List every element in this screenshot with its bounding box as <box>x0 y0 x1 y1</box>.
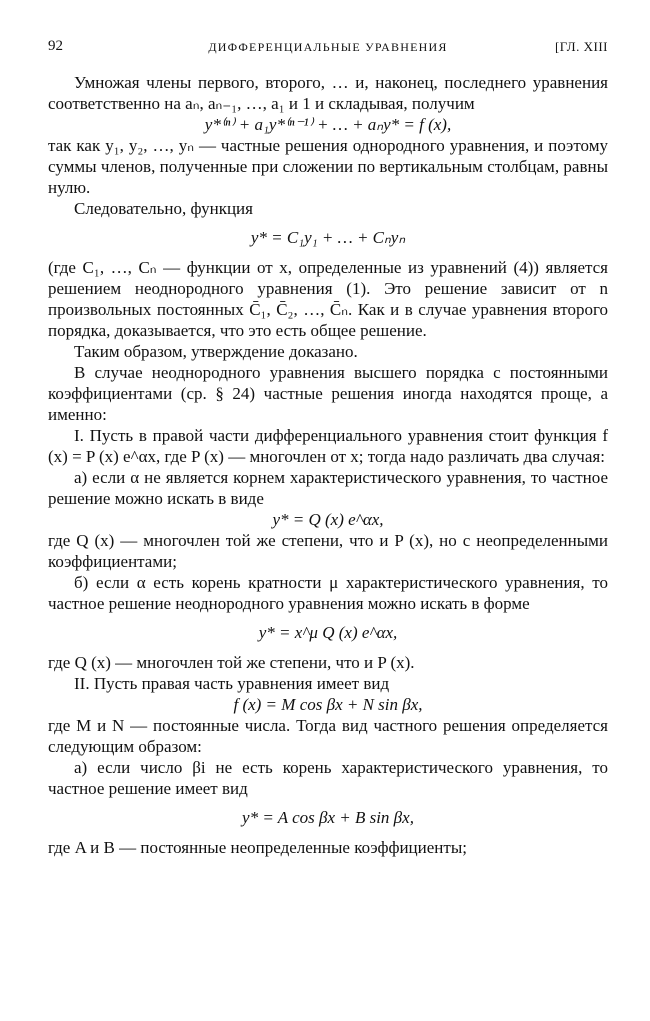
paragraph: где Q (x) — многочлен той же степени, что и P (x), но с неопределенными коэффициентами; <box>48 531 608 571</box>
paragraph: так как y₁, y₂, …, yₙ — частные решения однородного уравнения, и поэтому суммы членов, полученные при сложении по вертикальным столбцам, равны нулю. <box>48 136 608 197</box>
running-title: ДИФФЕРЕНЦИАЛЬНЫЕ УРАВНЕНИЯ <box>208 40 448 54</box>
page-number: 92 <box>48 38 63 54</box>
paragraph: где A и B — постоянные неопределенные коэффициенты; <box>48 838 467 857</box>
paragraph: (где C₁, …, Cₙ — функции от x, определенные из уравнений (4)) является решением неоднородного уравнения (1). Это решение зависит от n произвольных постоянных C̄₁, C̄₂, …, C̄ₙ. Как и в случае уравнения второго порядка, доказывается, что это есть общее решение. <box>48 258 608 340</box>
chapter-label: [ГЛ. XIII <box>554 39 608 54</box>
paragraph: Следовательно, функция <box>74 199 253 218</box>
paragraph: II. Пусть правая часть уравнения имеет вид <box>74 674 390 693</box>
formula: f (x) = M cos βx + N sin βx, <box>233 695 423 714</box>
paragraph: Таким образом, утверждение доказано. <box>74 342 358 361</box>
paragraph: а) если число βi не есть корень характеристического уравнения, то частное решение имеет вид <box>48 758 608 798</box>
paragraph: б) если α есть корень кратности μ характеристического уравнения, то частное решение неоднородного уравнения можно искать в форме <box>48 573 608 613</box>
paragraph: I. Пусть в правой части дифференциального уравнения стоит функция f (x) = P (x) e^αx, где P (x) — многочлен от x; тогда надо различать два случая: <box>48 426 608 466</box>
page-body <box>48 72 608 858</box>
paragraph: В случае неоднородного уравнения высшего порядка с постоянными коэффициентами (ср. § 24) частные решения иногда находятся проще, а именно: <box>48 363 608 424</box>
formula: y* = A cos βx + B sin βx, <box>242 808 414 827</box>
paragraph: а) если α не является корнем характеристического уравнения, то частное решение можно искать в виде <box>48 468 608 508</box>
formula: y*⁽ⁿ⁾ + a₁y*⁽ⁿ⁻¹⁾ + … + aₙy* = f (x), <box>204 115 452 134</box>
formula: y* = x^μ Q (x) e^αx, <box>258 623 398 642</box>
formula: y* = C₁y₁ + … + Cₙyₙ <box>250 228 406 247</box>
running-header <box>48 38 608 58</box>
paragraph: где M и N — постоянные числа. Тогда вид частного решения определяется следующим образом: <box>48 716 608 756</box>
formula: y* = Q (x) e^αx, <box>272 510 384 529</box>
paragraph: Умножая члены первого, второго, … и, наконец, последнего уравнения соответственно на aₙ, aₙ₋₁, …, a₁ и 1 и складывая, получим <box>48 73 608 113</box>
paragraph: где Q (x) — многочлен той же степени, что и P (x). <box>48 653 415 672</box>
